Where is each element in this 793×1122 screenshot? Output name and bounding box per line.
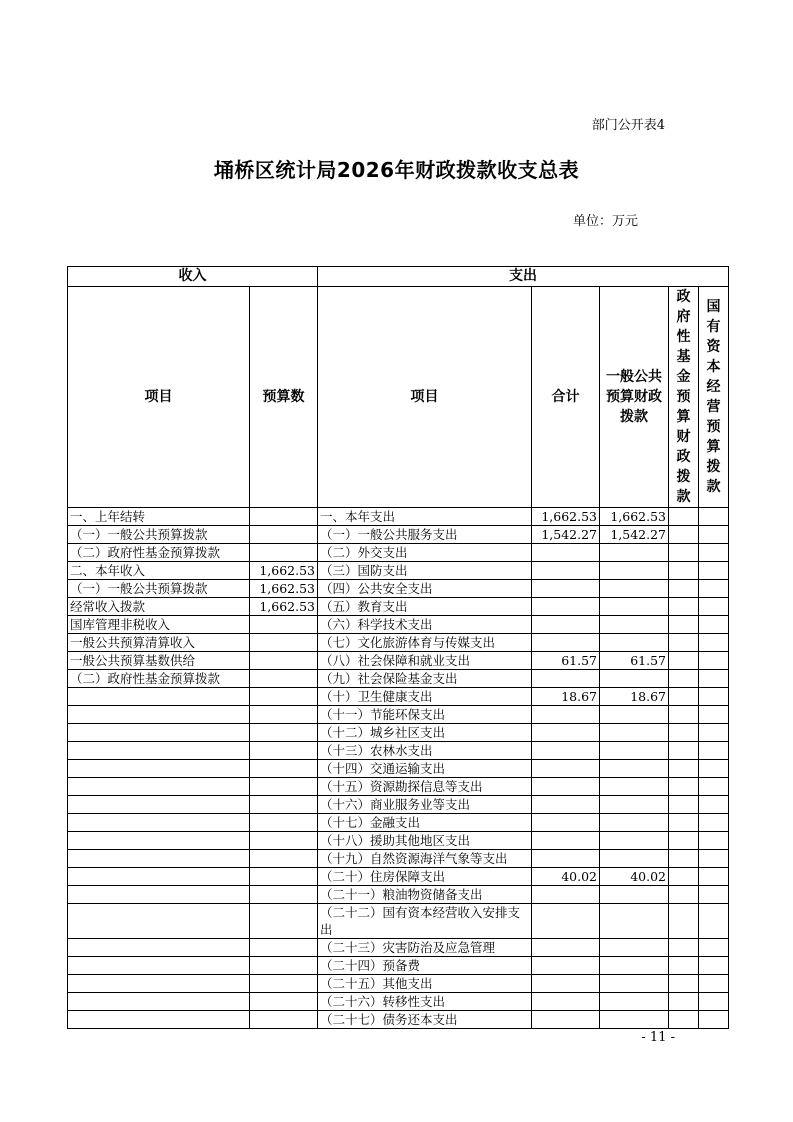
general-budget-cell <box>600 796 669 814</box>
expense-item-cell: （七）文化旅游体育与传媒支出 <box>318 634 532 652</box>
income-item-cell <box>68 904 250 939</box>
gov-fund-cell <box>669 742 699 760</box>
income-item-cell <box>68 850 250 868</box>
income-item-cell <box>68 778 250 796</box>
general-budget-cell <box>600 760 669 778</box>
income-budget-cell <box>250 526 318 544</box>
income-header: 收入 <box>68 267 318 287</box>
table-row <box>68 904 729 939</box>
gov-fund-cell <box>669 993 699 1011</box>
state-capital-cell <box>699 832 729 850</box>
state-capital-cell <box>699 562 729 580</box>
general-budget-cell <box>600 616 669 634</box>
income-budget-cell: 1,662.53 <box>250 562 318 580</box>
general-budget-cell <box>600 814 669 832</box>
expense-item-cell: （十三）农林水支出 <box>318 742 532 760</box>
income-item-cell: 国库管理非税收入 <box>68 616 250 634</box>
income-item-header: 项目 <box>68 287 250 508</box>
gov-fund-cell <box>669 616 699 634</box>
income-item-cell: （二）政府性基金预算拨款 <box>68 670 250 688</box>
income-budget-cell <box>250 1011 318 1029</box>
table-row <box>68 688 729 706</box>
unit-label: 单位：万元 <box>572 214 638 229</box>
total-cell <box>532 814 600 832</box>
income-budget-cell <box>250 975 318 993</box>
general-budget-cell <box>600 993 669 1011</box>
gov-fund-cell <box>669 670 699 688</box>
table-row <box>68 742 729 760</box>
total-cell <box>532 832 600 850</box>
gov-fund-cell <box>669 706 699 724</box>
income-item-cell <box>68 706 250 724</box>
income-item-cell <box>68 796 250 814</box>
income-item-cell <box>68 760 250 778</box>
gov-fund-cell <box>669 724 699 742</box>
total-cell <box>532 670 600 688</box>
income-item-cell <box>68 1011 250 1029</box>
state-capital-cell <box>699 706 729 724</box>
expense-item-cell: （二十七）债务还本支出 <box>318 1011 532 1029</box>
state-capital-cell <box>699 814 729 832</box>
total-cell <box>532 580 600 598</box>
gov-fund-cell <box>669 832 699 850</box>
expense-item-header: 项目 <box>318 287 532 508</box>
general-budget-cell <box>600 939 669 957</box>
expense-item-cell: （十七）金融支出 <box>318 814 532 832</box>
gov-fund-cell <box>669 1011 699 1029</box>
expense-item-cell: （九）社会保险基金支出 <box>318 670 532 688</box>
total-cell <box>532 886 600 904</box>
gov-fund-header: 政 府 性 基 金 预 算 财 政 拨 款 <box>669 287 699 508</box>
expense-item-cell: （二十一）粮油物资储备支出 <box>318 886 532 904</box>
page-title: 埇桥区统计局2026年财政拨款收支总表 <box>213 158 580 182</box>
expense-item-cell: 一、本年支出 <box>318 508 532 526</box>
general-budget-cell <box>600 634 669 652</box>
total-cell <box>532 634 600 652</box>
expense-item-cell: （四）公共安全支出 <box>318 580 532 598</box>
total-cell <box>532 742 600 760</box>
expense-item-cell: （十一）节能环保支出 <box>318 706 532 724</box>
total-cell <box>532 778 600 796</box>
table-row <box>68 562 729 580</box>
income-item-cell <box>68 832 250 850</box>
income-budget-cell <box>250 508 318 526</box>
state-capital-cell <box>699 957 729 975</box>
table-row <box>68 993 729 1011</box>
income-budget-cell <box>250 993 318 1011</box>
state-capital-cell <box>699 904 729 939</box>
table-row <box>68 634 729 652</box>
income-budget-cell <box>250 670 318 688</box>
expense-item-cell: （二十五）其他支出 <box>318 975 532 993</box>
expense-item-cell: （二十）住房保障支出 <box>318 868 532 886</box>
income-budget-cell <box>250 778 318 796</box>
income-budget-cell <box>250 616 318 634</box>
income-budget-cell <box>250 939 318 957</box>
table-row <box>68 544 729 562</box>
income-item-cell <box>68 886 250 904</box>
total-cell <box>532 616 600 634</box>
state-capital-cell <box>699 868 729 886</box>
table-row <box>68 706 729 724</box>
gov-fund-cell <box>669 868 699 886</box>
general-budget-cell: 1,662.53 <box>600 508 669 526</box>
expense-item-cell: （三）国防支出 <box>318 562 532 580</box>
general-budget-cell: 40.02 <box>600 868 669 886</box>
income-budget-cell <box>250 634 318 652</box>
income-budget-cell <box>250 832 318 850</box>
table-row <box>68 868 729 886</box>
state-capital-cell <box>699 544 729 562</box>
state-capital-cell <box>699 1011 729 1029</box>
income-item-cell: 经常收入拨款 <box>68 598 250 616</box>
general-budget-cell <box>600 706 669 724</box>
total-cell <box>532 904 600 939</box>
general-budget-cell <box>600 850 669 868</box>
state-capital-cell <box>699 778 729 796</box>
general-budget-cell <box>600 957 669 975</box>
gov-fund-cell <box>669 580 699 598</box>
total-cell <box>532 957 600 975</box>
total-cell <box>532 724 600 742</box>
state-capital-cell <box>699 616 729 634</box>
income-budget-cell <box>250 544 318 562</box>
income-item-cell <box>68 724 250 742</box>
total-cell: 40.02 <box>532 868 600 886</box>
state-capital-cell <box>699 598 729 616</box>
general-budget-cell <box>600 562 669 580</box>
income-budget-cell <box>250 850 318 868</box>
gov-fund-cell <box>669 508 699 526</box>
income-item-cell <box>68 688 250 706</box>
income-budget-cell <box>250 814 318 832</box>
total-cell <box>532 598 600 616</box>
income-budget-cell <box>250 904 318 939</box>
table-row <box>68 526 729 544</box>
income-budget-cell: 1,662.53 <box>250 580 318 598</box>
table-row <box>68 580 729 598</box>
table-row <box>68 939 729 957</box>
gov-fund-cell <box>669 939 699 957</box>
expense-item-cell: （八）社会保障和就业支出 <box>318 652 532 670</box>
gov-fund-cell <box>669 904 699 939</box>
expense-item-cell: （十五）资源勘探信息等支出 <box>318 778 532 796</box>
state-capital-cell <box>699 975 729 993</box>
gov-fund-cell <box>669 796 699 814</box>
expense-item-cell: （二十六）转移性支出 <box>318 993 532 1011</box>
general-budget-cell <box>600 670 669 688</box>
income-budget-cell <box>250 868 318 886</box>
total-cell <box>532 562 600 580</box>
expense-header: 支出 <box>318 267 729 287</box>
income-item-cell: （一）一般公共预算拨款 <box>68 580 250 598</box>
gov-fund-cell <box>669 598 699 616</box>
table-row <box>68 652 729 670</box>
state-capital-cell <box>699 939 729 957</box>
total-cell <box>532 850 600 868</box>
expense-item-cell: （二十三）灾害防治及应急管理 <box>318 939 532 957</box>
expense-item-cell: （十二）城乡社区支出 <box>318 724 532 742</box>
state-capital-cell <box>699 796 729 814</box>
total-cell: 18.67 <box>532 688 600 706</box>
state-capital-cell <box>699 742 729 760</box>
general-budget-cell <box>600 544 669 562</box>
general-budget-cell <box>600 724 669 742</box>
income-budget-cell <box>250 706 318 724</box>
income-item-cell: 一、上年结转 <box>68 508 250 526</box>
gov-fund-cell <box>669 544 699 562</box>
gov-fund-cell <box>669 850 699 868</box>
table-row <box>68 598 729 616</box>
income-item-cell <box>68 742 250 760</box>
income-item-cell: 二、本年收入 <box>68 562 250 580</box>
table-row <box>68 1011 729 1029</box>
income-item-cell <box>68 868 250 886</box>
income-item-cell: （一）一般公共预算拨款 <box>68 526 250 544</box>
general-budget-cell <box>600 778 669 796</box>
total-cell <box>532 1011 600 1029</box>
state-capital-cell <box>699 993 729 1011</box>
state-capital-cell <box>699 886 729 904</box>
general-budget-header: 一般公共预算财政拨款 <box>600 287 669 508</box>
total-header: 合计 <box>532 287 600 508</box>
income-item-cell: （二）政府性基金预算拨款 <box>68 544 250 562</box>
table-row <box>68 814 729 832</box>
income-budget-header: 预算数 <box>250 287 318 508</box>
income-budget-cell <box>250 724 318 742</box>
total-cell <box>532 939 600 957</box>
general-budget-cell <box>600 1011 669 1029</box>
gov-fund-cell <box>669 778 699 796</box>
general-budget-cell: 18.67 <box>600 688 669 706</box>
state-capital-cell <box>699 652 729 670</box>
income-budget-cell <box>250 742 318 760</box>
gov-fund-cell <box>669 526 699 544</box>
expense-item-cell: （二十二）国有资本经营收入安排支出 <box>318 904 532 939</box>
expense-item-cell: （十九）自然资源海洋气象等支出 <box>318 850 532 868</box>
expense-item-cell: （二十四）预备费 <box>318 957 532 975</box>
income-item-cell <box>68 957 250 975</box>
expense-item-cell: （十八）援助其他地区支出 <box>318 832 532 850</box>
income-budget-cell <box>250 796 318 814</box>
gov-fund-cell <box>669 886 699 904</box>
gov-fund-cell <box>669 688 699 706</box>
income-item-cell: 一般公共预算清算收入 <box>68 634 250 652</box>
state-capital-cell <box>699 526 729 544</box>
general-budget-cell <box>600 832 669 850</box>
general-budget-cell <box>600 580 669 598</box>
state-capital-cell <box>699 724 729 742</box>
state-capital-header: 国 有 资 本 经 营 预 算 拨 款 <box>699 287 729 508</box>
table-row <box>68 975 729 993</box>
state-capital-cell <box>699 850 729 868</box>
gov-fund-cell <box>669 957 699 975</box>
table-row <box>68 616 729 634</box>
state-capital-cell <box>699 634 729 652</box>
table-number-note: 部门公开表4 <box>591 118 665 133</box>
total-cell: 61.57 <box>532 652 600 670</box>
state-capital-cell <box>699 670 729 688</box>
income-item-cell: 一般公共预算基数供给 <box>68 652 250 670</box>
state-capital-cell <box>699 508 729 526</box>
total-cell <box>532 544 600 562</box>
expense-item-cell: （十六）商业服务业等支出 <box>318 796 532 814</box>
income-budget-cell <box>250 760 318 778</box>
budget-table <box>67 266 729 1029</box>
total-cell <box>532 993 600 1011</box>
gov-fund-cell <box>669 975 699 993</box>
income-item-cell <box>68 993 250 1011</box>
table-row <box>68 724 729 742</box>
table-row <box>68 508 729 526</box>
total-cell <box>532 796 600 814</box>
gov-fund-cell <box>669 562 699 580</box>
table-row <box>68 760 729 778</box>
state-capital-cell <box>699 688 729 706</box>
expense-item-cell: （十四）交通运输支出 <box>318 760 532 778</box>
state-capital-cell <box>699 580 729 598</box>
total-cell <box>532 975 600 993</box>
general-budget-cell: 61.57 <box>600 652 669 670</box>
table-row <box>68 796 729 814</box>
gov-fund-cell <box>669 652 699 670</box>
income-budget-cell <box>250 688 318 706</box>
expense-item-cell: （二）外交支出 <box>318 544 532 562</box>
expense-item-cell: （一）一般公共服务支出 <box>318 526 532 544</box>
table-row <box>68 832 729 850</box>
expense-item-cell: （十）卫生健康支出 <box>318 688 532 706</box>
general-budget-cell <box>600 975 669 993</box>
income-item-cell <box>68 975 250 993</box>
income-budget-cell <box>250 886 318 904</box>
table-row <box>68 957 729 975</box>
general-budget-cell <box>600 598 669 616</box>
state-capital-cell <box>699 760 729 778</box>
income-item-cell <box>68 939 250 957</box>
gov-fund-cell <box>669 814 699 832</box>
general-budget-cell <box>600 904 669 939</box>
gov-fund-cell <box>669 760 699 778</box>
general-budget-cell <box>600 742 669 760</box>
general-budget-cell: 1,542.27 <box>600 526 669 544</box>
gov-fund-cell <box>669 634 699 652</box>
income-budget-cell <box>250 652 318 670</box>
table-row <box>68 850 729 868</box>
expense-item-cell: （六）科学技术支出 <box>318 616 532 634</box>
income-item-cell <box>68 814 250 832</box>
total-cell <box>532 706 600 724</box>
page-number: - 11 - <box>641 1030 675 1045</box>
expense-item-cell: （五）教育支出 <box>318 598 532 616</box>
total-cell <box>532 760 600 778</box>
total-cell: 1,662.53 <box>532 508 600 526</box>
income-budget-cell <box>250 957 318 975</box>
table-row <box>68 778 729 796</box>
table-row <box>68 886 729 904</box>
table-row <box>68 670 729 688</box>
income-budget-cell: 1,662.53 <box>250 598 318 616</box>
general-budget-cell <box>600 886 669 904</box>
total-cell: 1,542.27 <box>532 526 600 544</box>
